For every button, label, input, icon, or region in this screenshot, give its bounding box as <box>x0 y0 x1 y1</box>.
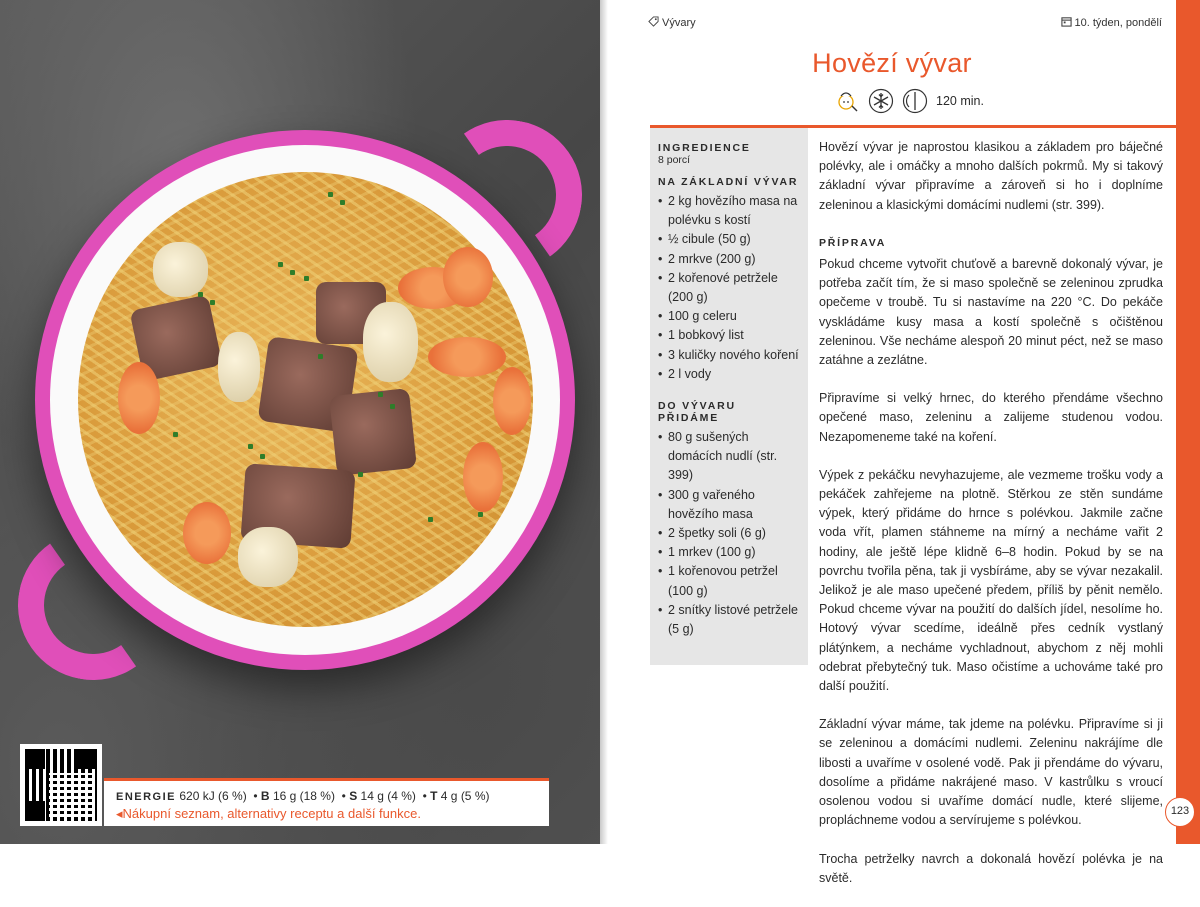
chive <box>304 276 309 281</box>
chive <box>378 392 383 397</box>
recipe-badges <box>834 88 984 114</box>
parsley-root <box>218 332 260 402</box>
chive <box>278 262 283 267</box>
ingredient-item: • 300 g vařeného hovězího masa <box>658 486 800 524</box>
ingredient-item: • 2 kořenové petržele (200 g) <box>658 269 800 307</box>
fat-label: T <box>430 789 438 803</box>
recipe-title: Hovězí vývar <box>812 48 972 78</box>
schedule-header <box>1061 16 1162 29</box>
chive <box>340 200 345 205</box>
ingredient-item: • 80 g sušených domácích nudlí (str. 399) <box>658 428 800 486</box>
parsley-root <box>238 527 298 587</box>
carrot-slice <box>118 362 160 434</box>
instruction-paragraph: Pokud chceme vytvořit chuťově a barevně dokonalý vývar, je potřeba začít tím, že si maso společně se zeleninou zprudka opečeme v troubě. Tu si nastavíme na 220 °C. Do pekáče vyskládáme kusy masa a kostí společně s očištěnou zeleninou. Vše necháme alespoň 20 minut péct, než se maso zatáhne a zezlátne. <box>819 257 1163 368</box>
category-label: Vývary <box>662 17 696 29</box>
ingredients-heading: INGREDIENCE <box>658 142 751 154</box>
chive <box>210 300 215 305</box>
protein-value: 16 g (18 %) <box>272 789 335 803</box>
energy-value: 620 kJ (6 %) <box>179 789 247 803</box>
freezable-snowflake-icon <box>868 88 894 114</box>
chive <box>260 454 265 459</box>
clock-icon <box>902 88 928 114</box>
intro-paragraph: Hovězí vývar je naprostou klasikou a základem pro báječné polévky, ale i omáčky a mnoho dalších pokrmů. My si takový základní vývar připravíme a zároveň si ho i doplníme zeleninou a klasickými domácími nudlemi (str. 399). <box>819 140 1163 212</box>
ingredients-list-base <box>658 192 800 384</box>
parsley-root <box>153 242 208 297</box>
preparation-heading: PŘÍPRAVA <box>819 236 887 249</box>
ingredient-item: • 2 snítky listové petržele (5 g) <box>658 601 800 639</box>
easy-cook-icon <box>834 88 860 114</box>
ingredient-item: • ½ cibule (50 g) <box>658 230 800 249</box>
beef-chunk <box>329 388 417 476</box>
ingredient-item: • 2 špetky soli (6 g) <box>658 524 800 543</box>
triangle-left-icon: ◂ <box>116 806 123 821</box>
instruction-paragraph: Výpek z pekáčku nevyhazujeme, ale vezmeme trošku vody a pekáček zahřejeme na plotně. Stěrkou ze stěn sundáme výpek, který přidáme do hrnce s polévkou. Jakmile začne voda vřít, plamen stáhneme na mírný a necháme vařit 2 hodiny, ale ještě lépe klidně 6–8 hodin. Pokud by se na povrchu tvořila pěna, tak ji vysbíráme, aby se vývar nezakalil. Jelikož je ale maso upečené předem, příliš by pěnit nemělo. Pokud chceme vývar na použití do dalších jídel, nesolíme ho. Hotový vývar scedíme, ideálně přes cedník vystlaný plátýnkem, a necháme vychladnout, abychom z něj mohli odebrat přebytečný tuk. Maso očistíme a uchováme také pro další použití. <box>819 467 1163 694</box>
instruction-paragraph: Připravíme si velký hrnec, do kterého přendáme všechno opečené maso, zeleninu a zalijeme studenou vodou. Nezapomeneme také na koření. <box>819 391 1163 444</box>
tag-icon <box>648 16 659 27</box>
carrot-slice <box>493 367 531 435</box>
carbs-value: 14 g (4 %) <box>360 789 416 803</box>
chive <box>328 192 333 197</box>
ingredients-list-addons <box>658 428 800 639</box>
ingredient-item: • 1 bobkový list <box>658 326 800 345</box>
qr-code[interactable] <box>20 744 102 826</box>
recipe-instructions <box>819 138 1163 907</box>
carrot-slice <box>463 442 503 512</box>
carrot-slice <box>443 247 493 307</box>
nutrition-values: ENERGIE 620 kJ (6 %) • B 16 g (18 %) • S 14 g (4 %) • T 4 g (5 %) <box>116 789 490 803</box>
ingredient-item: • 1 kořenovou petržel (100 g) <box>658 562 800 600</box>
ingredient-item: • 100 g celeru <box>658 307 800 326</box>
ingredient-item: • 2 kg hovězího masa na polévku s kostí <box>658 192 800 230</box>
instruction-paragraph: Základní vývar máme, tak jdeme na polévku. Připravíme si ji se zeleninou a domácími nudlemi. Zeleninu nakrájíme dle libosti a uvaříme v osolené vodě. Pak ji přendáme do vývaru, dosolíme a přidáme nakrájené maso. V kastrůlku s vroucí osolenou vodou si uvaříme domácí nudle, které slijeme, propláchneme vodou a servírujeme s polévkou. <box>819 717 1163 828</box>
recipe-page <box>608 0 1200 885</box>
shopping-list-link[interactable] <box>116 806 537 822</box>
chive <box>478 512 483 517</box>
chive <box>173 432 178 437</box>
page-number: 123 <box>1165 797 1195 827</box>
calendar-icon <box>1061 16 1072 27</box>
ingredients-section-title: NA ZÁKLADNÍ VÝVAR <box>658 176 799 188</box>
chapter-color-bar <box>1176 0 1200 844</box>
shopping-list-link-text: Nákupní seznam, alternativy receptu a další funkce. <box>122 806 421 821</box>
ingredients-section-title: DO VÝVARU PŘIDÁME <box>658 400 736 425</box>
energy-label: ENERGIE <box>116 791 177 803</box>
recipe-photo <box>0 0 600 844</box>
servings: 8 porcí <box>658 154 691 166</box>
ingredient-item: • 2 l vody <box>658 365 800 384</box>
nutrition-box <box>104 778 549 826</box>
chive <box>358 472 363 477</box>
page-gutter <box>600 0 608 844</box>
category-header <box>648 16 696 29</box>
chive <box>428 517 433 522</box>
chive <box>198 292 203 297</box>
cook-time: 120 min. <box>936 94 984 108</box>
chive <box>390 404 395 409</box>
ingredients-panel <box>650 128 808 665</box>
schedule-label: 10. týden, pondělí <box>1074 17 1162 29</box>
protein-label: B <box>260 789 270 803</box>
carrot-slice <box>183 502 231 564</box>
ingredient-item: • 2 mrkve (200 g) <box>658 250 800 269</box>
chive <box>290 270 295 275</box>
parsley-root <box>363 302 418 382</box>
soup-broth <box>78 172 533 627</box>
chive <box>248 444 253 449</box>
ingredient-item: • 1 mrkev (100 g) <box>658 543 800 562</box>
instruction-paragraph: Trocha petrželky navrch a dokonalá hovězí polévka je na světě. <box>819 851 1163 885</box>
carrot-slice <box>428 337 506 377</box>
ingredient-item: • 3 kuličky nového koření <box>658 346 800 365</box>
chive <box>318 354 323 359</box>
carbs-label: S <box>349 789 358 803</box>
fat-value: 4 g (5 %) <box>440 789 490 803</box>
